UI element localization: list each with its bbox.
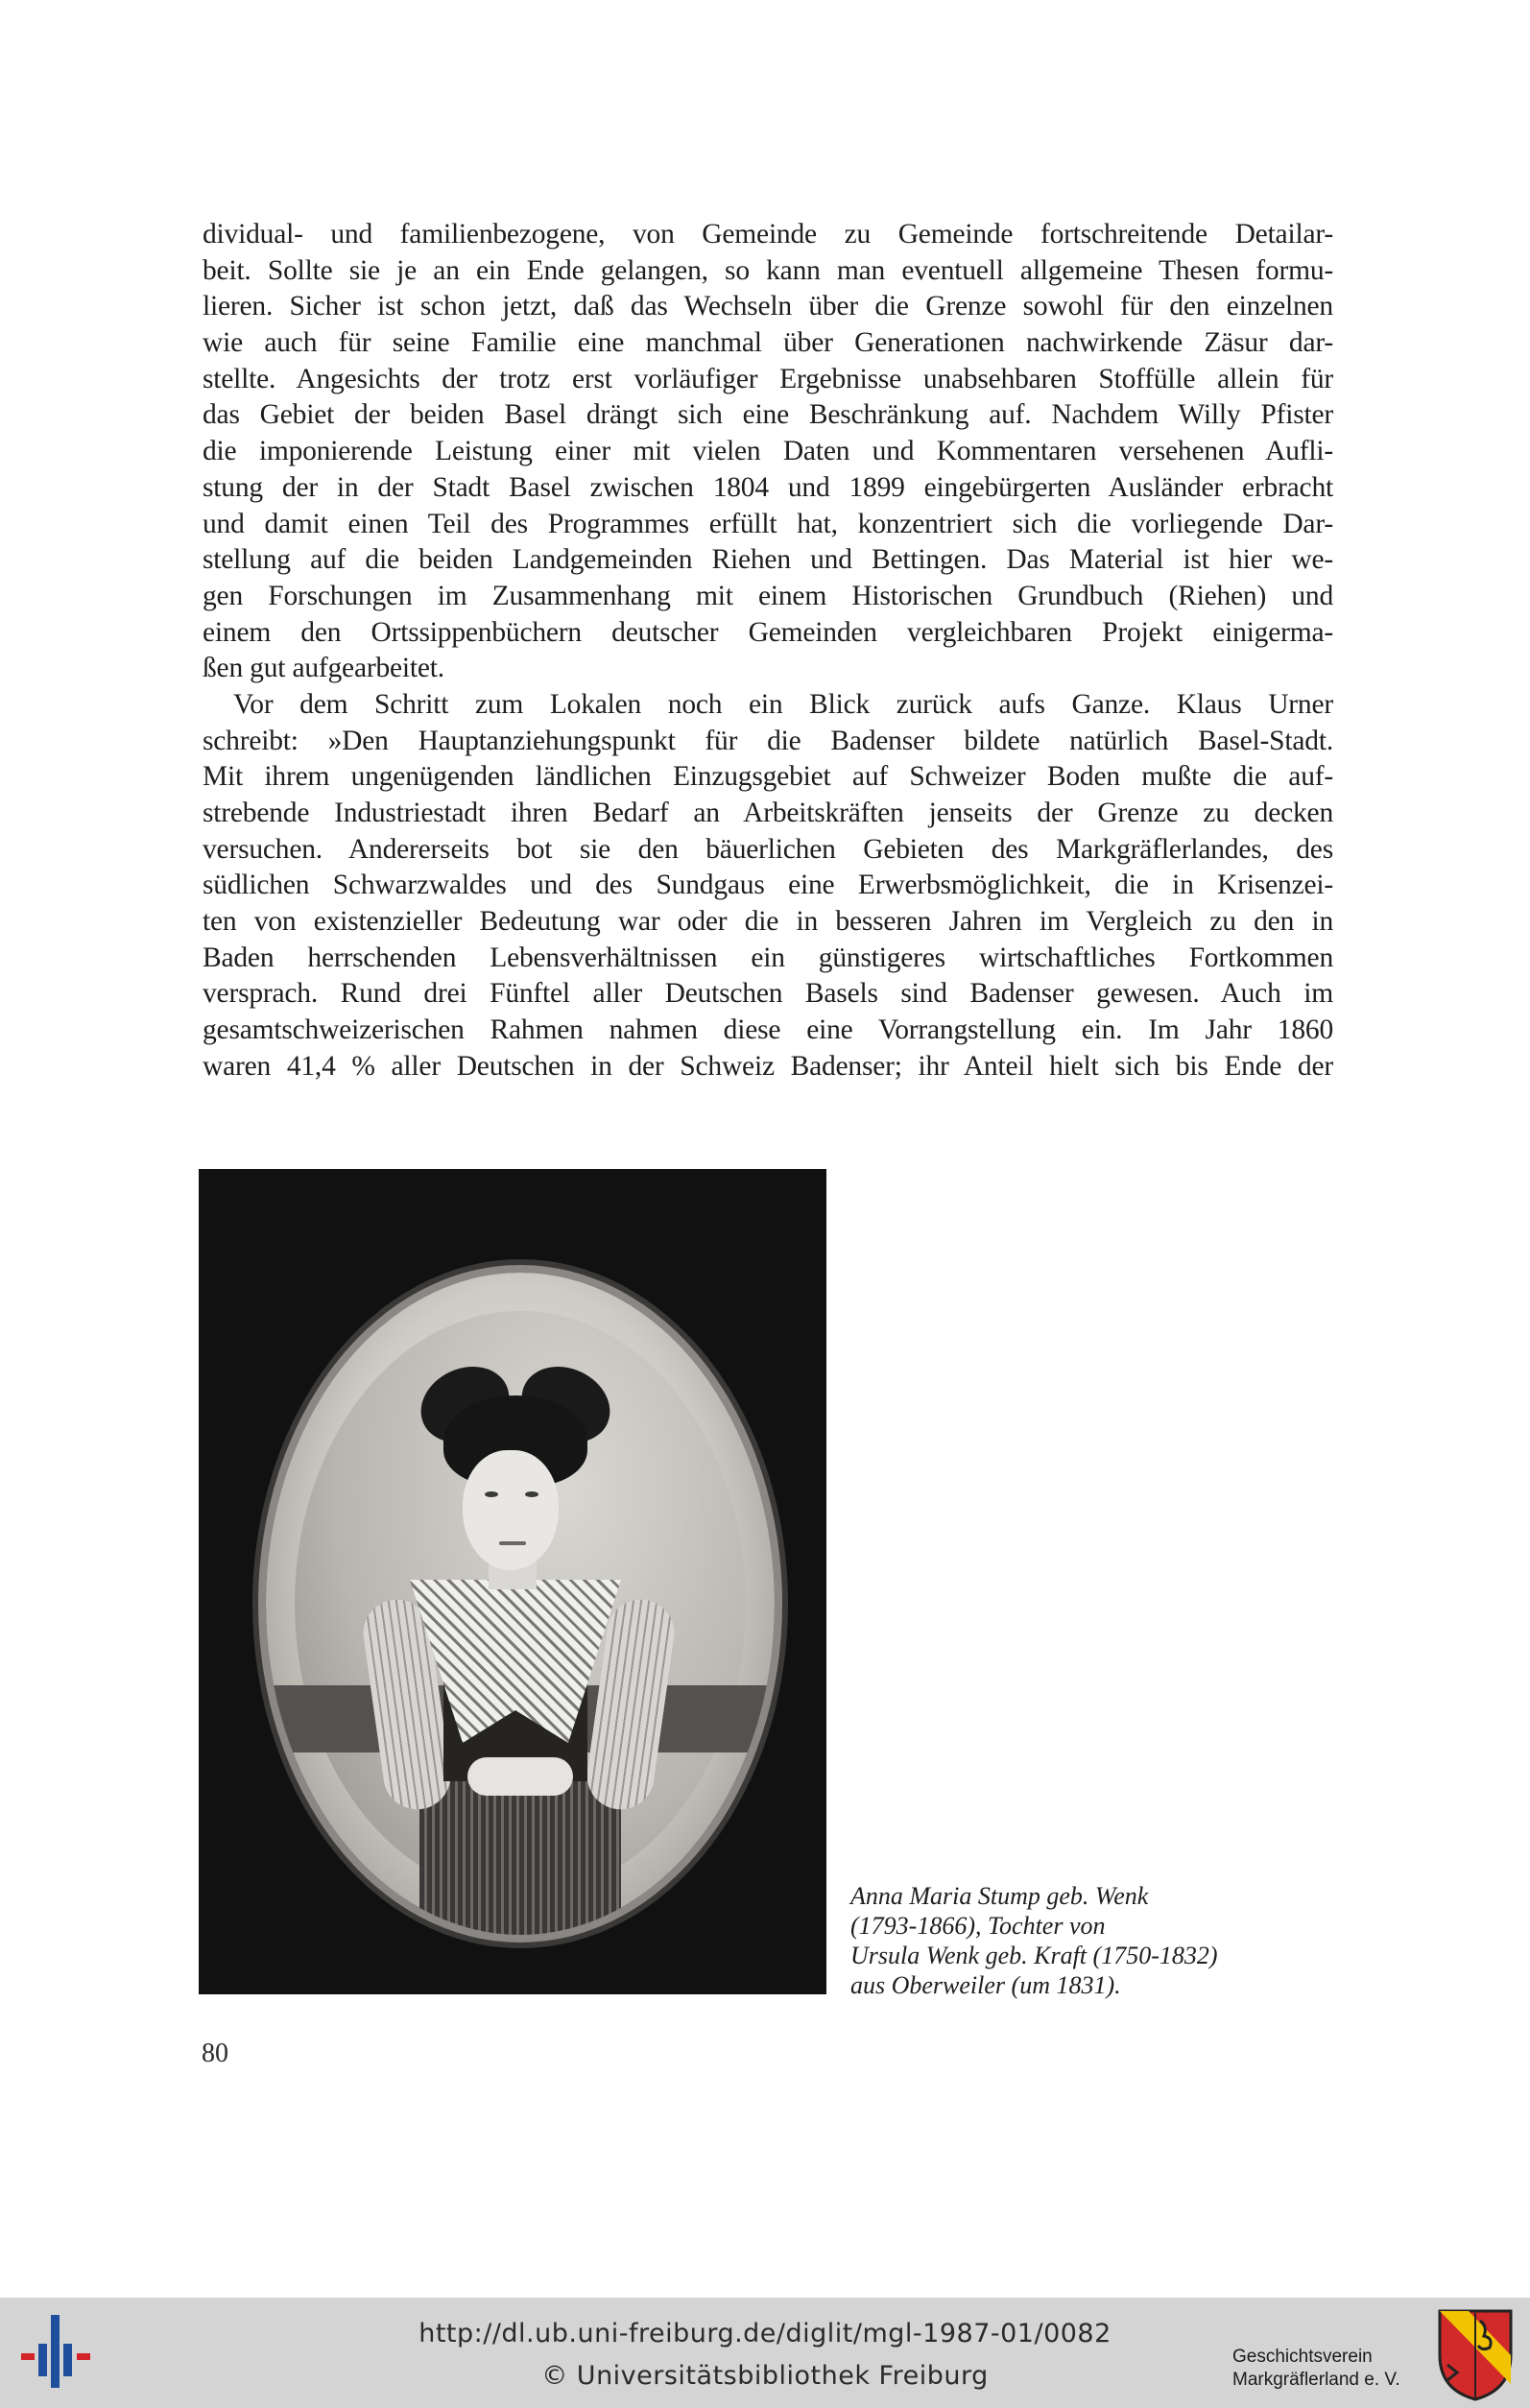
text-line: wie auch für seine Familie eine manchmal über Generationen nachwirkende Zäsur dar- (203, 327, 1333, 359)
portrait-mouth (499, 1541, 526, 1545)
copyright-notice: © Universitätsbibliothek Freiburg (541, 2361, 989, 2391)
portrait-figure (199, 1169, 826, 1994)
portrait-face (463, 1450, 559, 1570)
oval-portrait-frame (266, 1273, 775, 1935)
caption-line: Anna Maria Stump geb. Wenk (850, 1882, 1149, 1910)
text-line: die imponierende Leistung einer mit vielen Daten und Kommentaren versehenen Aufli- (203, 436, 1333, 467)
portrait-left-eye (485, 1491, 498, 1497)
text-line: Baden herrschenden Lebensverhältnissen ein günstigeres wirtschaftliches Fortkommen (203, 942, 1333, 973)
caption-line: Ursula Wenk geb. Kraft (1750-1832) (850, 1942, 1218, 1969)
text-line: gen Forschungen im Zusammenhang mit einem Historischen Grundbuch (Riehen) und (203, 580, 1333, 611)
caption-line: aus Oberweiler (um 1831). (850, 1971, 1121, 1999)
page-number: 80 (202, 2038, 228, 2068)
portrait-hands (467, 1757, 573, 1796)
text-line: stung der in der Stadt Basel zwischen 1804 und 1899 eingebürgerten Ausländer erbracht (203, 471, 1333, 503)
text-line: gesamtschweizerischen Rahmen nahmen diese eine Vorrangstellung ein. Im Jahr 1860 (203, 1014, 1333, 1046)
portrait-right-eye (525, 1491, 538, 1497)
caption-line: (1793-1866), Tochter von (850, 1912, 1106, 1940)
text-line: beit. Sollte sie je an ein Ende gelangen, so kann man eventuell allgemeine Thesen formu- (203, 254, 1333, 286)
text-line: stellte. Angesichts der trotz erst vorläufiger Ergebnisse unabsehbaren Stoffülle allein für (203, 363, 1333, 394)
text-line: dividual- und familienbezogene, von Gemeinde zu Gemeinde fortschreitende Detailar- (203, 219, 1333, 250)
text-line: waren 41,4 % aller Deutschen in der Schweiz Badenser; ihr Anteil hielt sich bis Ende der (203, 1050, 1333, 1082)
text-line: versuchen. Andererseits bot sie den bäuerlichen Gebieten des Markgräflerlandes, des (203, 833, 1333, 865)
text-line: südlichen Schwarzwaldes und des Sundgaus eine Erwerbsmöglichkeit, die in Krisenzei- (203, 870, 1333, 901)
text-line: das Gebiet der beiden Basel drängt sich eine Beschränkung auf. Nachdem Willy Pfister (203, 399, 1333, 431)
text-line: ten von existenzieller Bedeutung war oder die in besseren Jahren im Vergleich zu den in (203, 906, 1333, 938)
text-line: Mit ihrem ungenügenden ländlichen Einzugsgebiet auf Schweizer Boden mußte die auf- (203, 761, 1333, 793)
coat-of-arms-icon (1436, 2307, 1515, 2401)
society-name-line-2: Markgräflerland e. V. (1232, 2370, 1400, 2390)
figure-caption (850, 1881, 1350, 2000)
text-line: ßen gut aufgearbeitet. (203, 653, 444, 684)
text-line: Vor dem Schritt zum Lokalen noch ein Blick zurück aufs Ganze. Klaus Urner (233, 688, 1333, 720)
portrait-skirt (419, 1772, 621, 1935)
society-name-line-1: Geschichtsverein (1232, 2347, 1373, 2367)
text-line: einem den Ortssippenbüchern deutscher Gemeinden vergleichbaren Projekt einigerma- (203, 616, 1333, 648)
society-name (1232, 2346, 1424, 2392)
permalink-url[interactable]: http://dl.ub.uni-freiburg.de/diglit/mgl-1987-01/0082 (418, 2319, 1112, 2348)
text-line: stellung auf die beiden Landgemeinden Riehen und Bettingen. Das Material ist hier we- (203, 544, 1333, 576)
text-line: schreibt: »Den Hauptanziehungspunkt für die Badenser bildete natürlich Basel-Stadt. (203, 725, 1333, 756)
text-line: und damit einen Teil des Programmes erfüllt hat, konzentriert sich die vorliegende Dar- (203, 508, 1333, 539)
text-line: strebende Industriestadt ihren Bedarf an Arbeitskräften jenseits der Grenze zu decken (203, 798, 1333, 828)
body-text (203, 217, 1333, 1085)
text-line: versprach. Rund drei Fünftel aller Deutschen Basels sind Badenser gewesen. Auch im (203, 978, 1333, 1010)
footer-bar (0, 2298, 1530, 2408)
text-line: lieren. Sicher ist schon jetzt, daß das Wechseln über die Grenze sowohl für den einzelnen (203, 291, 1333, 322)
